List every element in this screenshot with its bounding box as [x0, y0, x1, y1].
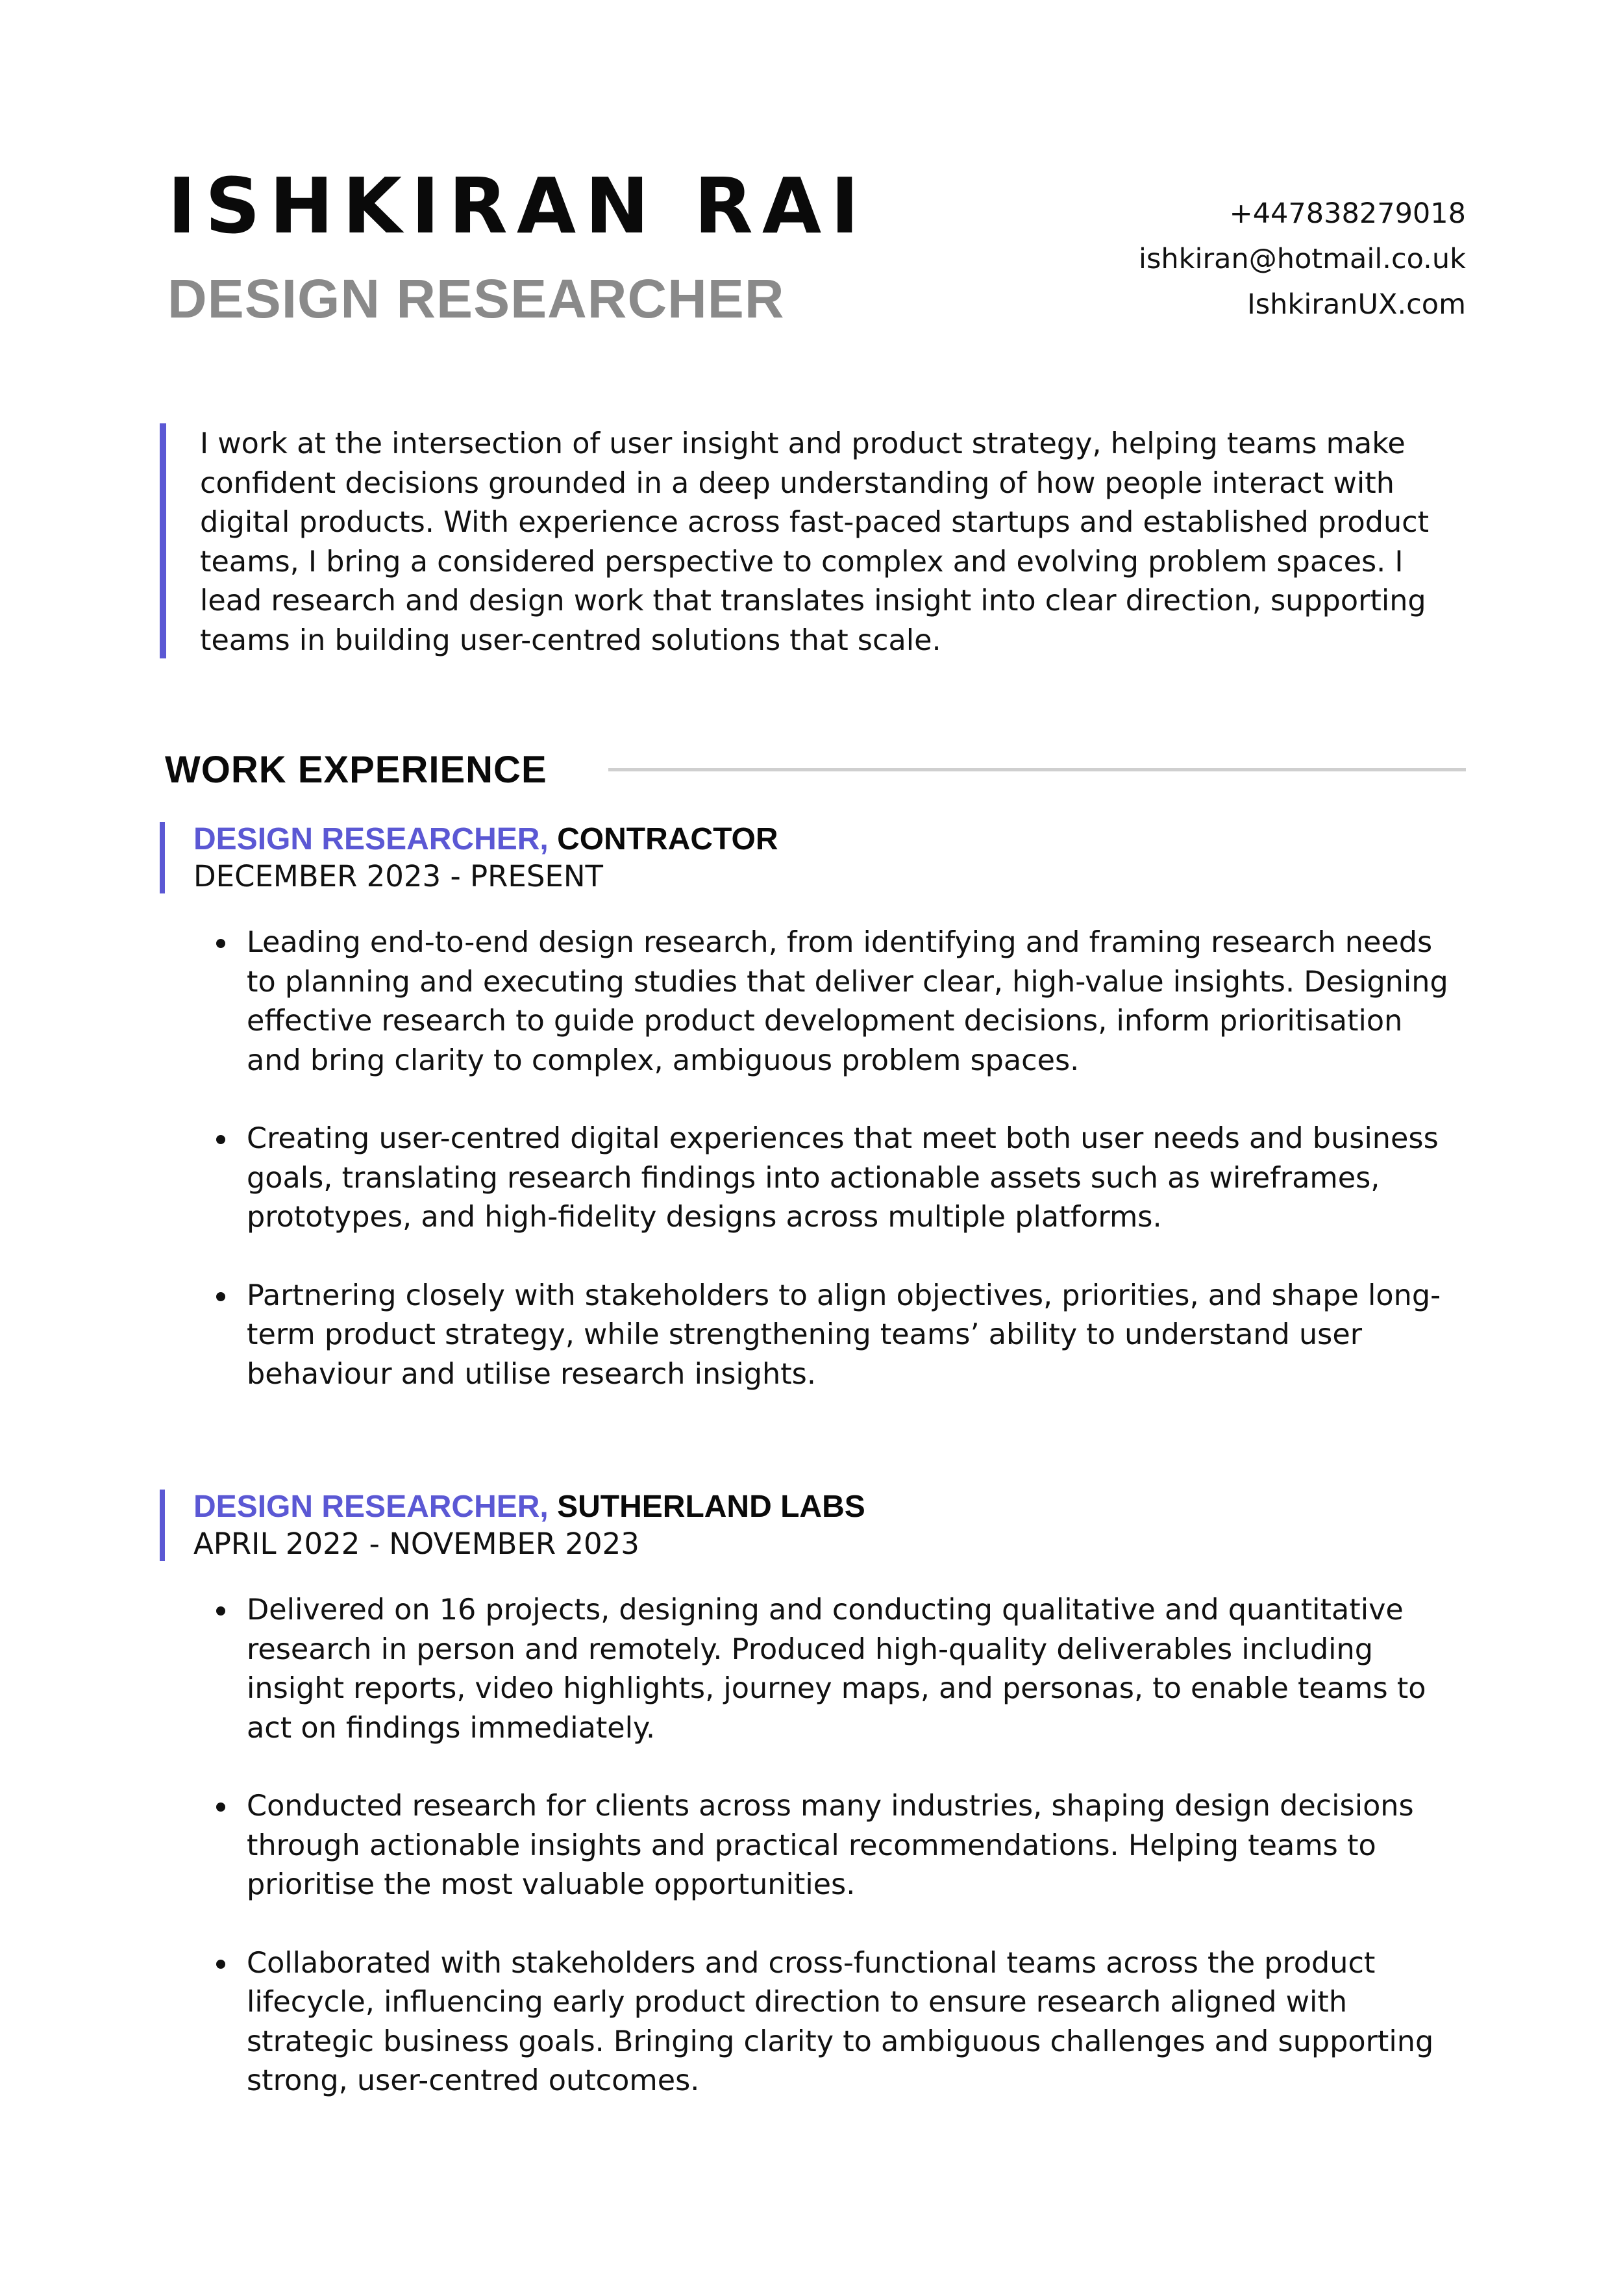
bullet-icon [216, 1292, 225, 1301]
job-entry-sutherland-labs [160, 1490, 1465, 2101]
summary-text: I work at the intersection of user insight and product strategy, helping teams make confident decisions grounded in a deep understanding of how people interact with digital products. With experience across fast-paced startups and established product teams, I bring a considered perspective to complex and evolving problem spaces. I lead research and design work that translates insight into clear direction, supporting teams in building user-centred solutions that scale. [200, 427, 1430, 657]
candidate-title: DESIGN RESEARCHER [167, 268, 785, 329]
job-company: SUTHERLAND LABS [557, 1490, 865, 1524]
bullet-icon [216, 1803, 225, 1812]
job-header [160, 822, 1465, 893]
list-item [160, 1944, 1465, 2101]
list-item [160, 1591, 1465, 1748]
job-header [160, 1490, 1465, 1561]
list-item [160, 1119, 1465, 1238]
job-entry-contractor [160, 822, 1465, 1394]
job-dates: DECEMBER 2023 - PRESENT [193, 859, 603, 893]
job-bullets [160, 923, 1465, 1394]
bullet-icon [216, 939, 225, 948]
bullet-text: Leading end-to-end design research, from identifying and framing research needs to planning and executing studies that deliver clear, high-value insights. Designing effective research to guide product development decisions, inform prioritisation and bring clarity to complex, ambiguous problem spaces. [247, 926, 1448, 1077]
bullet-text: Conducted research for clients across many industries, shaping design decisions through actionable insights and practical recommendations. Helping teams to prioritise the most valuable opportunities. [247, 1790, 1414, 1901]
contact-website[interactable]: IshkiranUX.com [1247, 288, 1466, 321]
profile-summary [160, 423, 1465, 658]
job-role-line [193, 822, 1465, 857]
job-role-line [193, 1490, 1465, 1525]
bullet-icon [216, 1135, 225, 1144]
job-company: CONTRACTOR [557, 822, 778, 856]
job-role: DESIGN RESEARCHER, [193, 1490, 549, 1524]
bullet-icon [216, 1606, 225, 1616]
contact-block [1139, 191, 1466, 327]
bullet-icon [216, 1960, 225, 1969]
section-title: WORK EXPERIENCE [165, 748, 547, 791]
job-dates: APRIL 2022 - NOVEMBER 2023 [193, 1527, 639, 1561]
list-item [160, 1787, 1465, 1905]
bullet-text: Creating user-centred digital experiences that meet both user needs and business goals, translating research findings into actionable assets such as wireframes, prototypes, and high-fidelity designs across multiple platforms. [247, 1122, 1439, 1234]
section-divider [608, 768, 1466, 771]
bullet-text: Partnering closely with stakeholders to align objectives, priorities, and shape long-term product strategy, while strengthening teams’ ability to understand user behaviour and utilise research insights. [247, 1279, 1441, 1391]
work-experience-heading [165, 747, 1466, 792]
job-bullets [160, 1591, 1465, 2101]
contact-phone[interactable]: +447838279018 [1229, 197, 1466, 230]
list-item [160, 1277, 1465, 1395]
candidate-name: ISHKIRAN RAI [167, 161, 869, 251]
bullet-text: Delivered on 16 projects, designing and conducting qualitative and quantitative research in person and remotely. Produced high-quality deliverables including insight reports, video highlights, journey maps, and personas, to enable teams to act on findings immediately. [247, 1593, 1426, 1745]
contact-email[interactable]: ishkiran@hotmail.co.uk [1139, 243, 1466, 275]
bullet-text: Collaborated with stakeholders and cross-functional teams across the product lifecycle, influencing early product direction to ensure research aligned with strategic business goals. Bringing clarity to ambiguous challenges and supporting strong, user-centred outcomes. [247, 1946, 1434, 2097]
list-item [160, 923, 1465, 1080]
job-role: DESIGN RESEARCHER, [193, 822, 549, 856]
